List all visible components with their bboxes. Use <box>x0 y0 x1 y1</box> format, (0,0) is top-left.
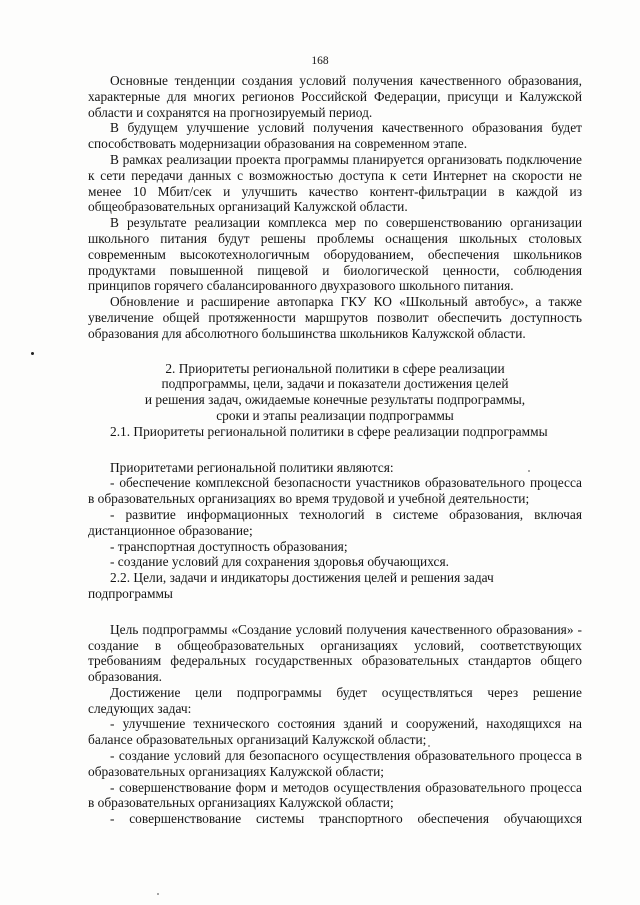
paragraph-nutrition: В результате реализации комплекса мер по совершенствованию организации школьного питания будут решены проблемы оснащения школьных столовых современным высокотехнологичным оборудованием, обеспечения школьников продуктами повышенной пищевой и биологической ценности, соблюдения принципов горячего сбалансированного двухразового школьного питания. <box>88 215 582 294</box>
paragraph-future: В будущем улучшение условий получения качественного образования будет способствовать модернизации образования на современном этапе. <box>88 120 582 152</box>
section-2-title-line: и решения задач, ожидаемые конечные результаты подпрограммы, <box>144 392 526 408</box>
paragraph-internet: В рамках реализации проекта программы планируется организовать подключение к сети передачи данных с возможностью доступа к сети Интернет на скорости не менее 10 Мбит/сек и улучшить качество контент-фильтрации в каждой из общеобразовательных организаций Калужской области. <box>88 151 582 215</box>
document-body <box>88 73 582 827</box>
section-2-title-line: подпрограммы, цели, задачи и показатели достижения целей <box>161 376 509 392</box>
section-2-2-heading: 2.2. Цели, задачи и индикаторы достижения целей и решения задач подпрограммы <box>88 570 494 601</box>
page-number: 168 <box>311 55 329 67</box>
priority-item: - создание условий для сохранения здоровья обучающихся. <box>110 554 449 570</box>
paragraph-bus-fleet: Обновление и расширение автопарка ГКУ КО «Школьный автобус», а также увеличение общей протяженности маршрутов позволит обеспечить доступность образования для абсолютного большинства школьников Калужской области. <box>88 294 582 341</box>
section-2-title-line: сроки и этапы реализации подпрограммы <box>216 407 454 423</box>
priority-item: - обеспечение комплексной безопасности участников образовательного процесса в образовательных организациях во время трудовой и учебной деятельности; <box>88 475 582 507</box>
priorities-lead: Приоритетами региональной политики являются: <box>110 459 394 475</box>
scan-speck <box>157 893 159 895</box>
task-item: - совершенствование системы транспортного обеспечения обучающихся <box>110 811 582 827</box>
margin-dot <box>31 352 34 355</box>
paragraph-trends: Основные тенденции создания условий получения качественного образования, характерные для многих регионов Российской Федерации, присущи и Калужской области и сохранятся на прогнозируемый период. <box>88 73 582 120</box>
subprogram-goal: Цель подпрограммы «Создание условий получения качественного образования» - создание в общеобразовательных организациях условий, соответствующих требованиям федеральных государственных образовательных стандартов общего образования. <box>88 621 582 685</box>
section-2-heading <box>88 361 582 424</box>
task-item: - улучшение технического состояния зданий и сооружений, находящихся на балансе образовательных организаций Калужской области; <box>88 716 582 748</box>
priority-item: - развитие информационных технологий в системе образования, включая дистанционное образование; <box>88 506 582 538</box>
task-item: - совершенствование форм и методов осуществления образовательного процесса в образовательных организациях Калужской области; <box>88 779 582 811</box>
tasks-lead: Достижение цели подпрограммы будет осуществляться через решение следующих задач: <box>88 684 582 716</box>
section-2-title-line: 2. Приоритеты региональной политики в сфере реализации <box>165 360 505 376</box>
priority-item: - транспортная доступность образования; <box>110 538 348 554</box>
task-item: - создание условий для безопасного осуществления образовательного процесса в образовательных организациях Калужской области; <box>88 748 582 779</box>
section-2-1-heading: 2.1. Приоритеты региональной политики в сфере реализации подпрограммы <box>110 423 548 439</box>
